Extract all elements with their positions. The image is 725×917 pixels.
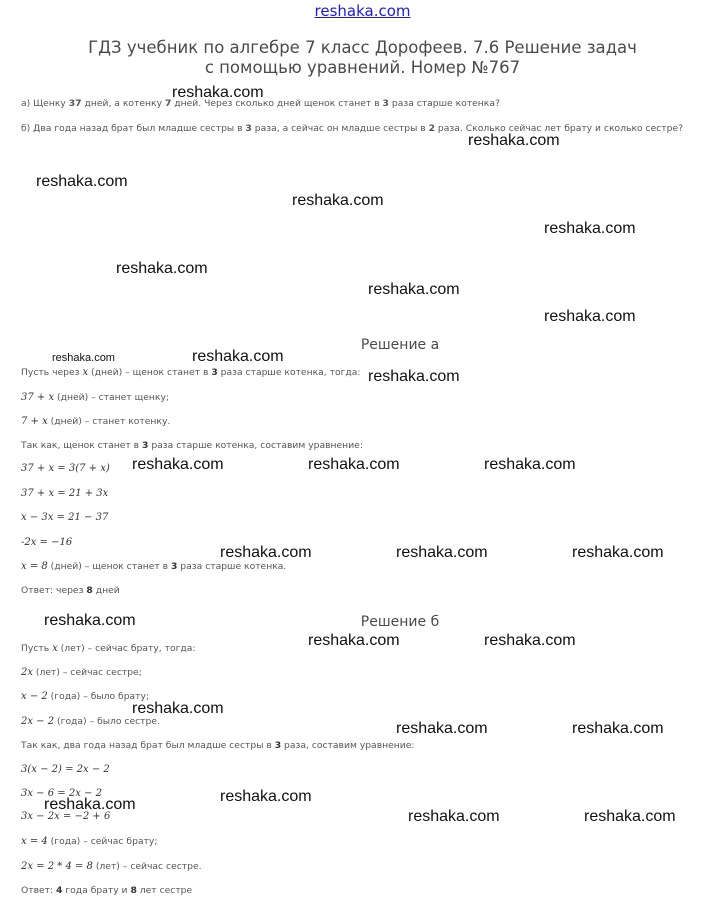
solution-a-line: 37 + x (дней) – станет щенку; (21, 392, 169, 403)
solution-a-equation: -2x = −16 (21, 537, 73, 548)
watermark: reshaka.com (292, 192, 384, 209)
solution-b-line: x − 2 (года) – было брату; (21, 691, 150, 702)
watermark: reshaka.com (408, 808, 500, 825)
title-line-1: ГДЗ учебник по алгебре 7 класс Дорофеев. 7.6 Решение задач (88, 38, 637, 57)
watermark: reshaka.com (572, 544, 664, 561)
watermark: reshaka.com (308, 456, 400, 473)
watermark: reshaka.com (484, 632, 576, 649)
solution-a-equation: x − 3x = 21 − 37 (21, 512, 109, 523)
watermark: reshaka.com (132, 456, 224, 473)
solution-b-line: x = 4 (года) – сейчас брату; (21, 836, 158, 847)
watermark: reshaka.com (308, 632, 400, 649)
watermark: reshaka.com (36, 173, 128, 190)
watermark: reshaka.com (220, 788, 312, 805)
solution-b-line: 2x (лет) – сейчас сестре; (21, 667, 142, 678)
solution-a-line: x = 8 (дней) – щенок станет в 3 раза старше котенка. (21, 561, 287, 572)
solution-a-heading: Решение а (360, 337, 440, 353)
solution-b-equation: 3(x − 2) = 2x − 2 (21, 764, 110, 775)
page-title (0, 38, 725, 78)
solution-b-answer: Ответ: 4 года брату и 8 лет сестре (21, 885, 193, 896)
watermark: reshaka.com (396, 544, 488, 561)
title-line-2: с помощью уравнений. Номер №767 (204, 58, 521, 77)
watermark: reshaka.com (172, 84, 264, 101)
watermark: reshaka.com (544, 308, 636, 325)
solution-a-equation: 37 + x = 3(7 + x) (21, 463, 110, 474)
watermark: reshaka.com (52, 352, 115, 364)
solution-a-equation: 37 + x = 21 + 3x (21, 488, 109, 499)
solution-b-equation: 3x − 2x = −2 + 6 (21, 811, 111, 822)
site-link[interactable]: reshaka.com (314, 2, 411, 20)
solution-b-equation: 3x − 6 = 2x − 2 (21, 788, 102, 799)
solution-a-answer: Ответ: через 8 дней (21, 585, 120, 596)
watermark: reshaka.com (192, 348, 284, 365)
watermark: reshaka.com (368, 281, 460, 298)
solution-a-line: 7 + x (дней) – станет котенку. (21, 416, 171, 427)
task-a: а) Щенку 37 дней, а котенку 7 дней. Через сколько дней щенок станет в 3 раза старше котенка? (21, 98, 500, 109)
solution-b-line: 2x − 2 (года) – было сестре. (21, 716, 160, 727)
watermark: reshaka.com (220, 544, 312, 561)
watermark: reshaka.com (468, 132, 560, 149)
watermark: reshaka.com (584, 808, 676, 825)
watermark: reshaka.com (44, 612, 136, 629)
task-b: б) Два года назад брат был младше сестры в 3 раза, а сейчас он младше сестры в 2 раза. Сколько сейчас лет брату и сколько сестре? (21, 123, 683, 134)
watermark: reshaka.com (544, 220, 636, 237)
solution-b-line: Так как, два года назад брат был младше сестры в 3 раза, составим уравнение: (21, 740, 415, 751)
watermark: reshaka.com (484, 456, 576, 473)
watermark: reshaka.com (396, 720, 488, 737)
solution-a-line: Так как, щенок станет в 3 раза старше котенка, составим уравнение: (21, 440, 363, 451)
watermark: reshaka.com (44, 796, 136, 813)
watermark: reshaka.com (572, 720, 664, 737)
solution-b-heading: Решение б (360, 614, 440, 630)
watermark: reshaka.com (368, 368, 460, 385)
solution-b-line: 2x = 2 * 4 = 8 (лет) – сейчас сестре. (21, 861, 202, 872)
solution-a-line: Пусть через x (дней) – щенок станет в 3 раза старше котенка, тогда: (21, 367, 361, 378)
watermark: reshaka.com (116, 260, 208, 277)
solution-b-line: Пусть x (лет) – сейчас брату, тогда: (21, 643, 196, 654)
watermark: reshaka.com (132, 700, 224, 717)
